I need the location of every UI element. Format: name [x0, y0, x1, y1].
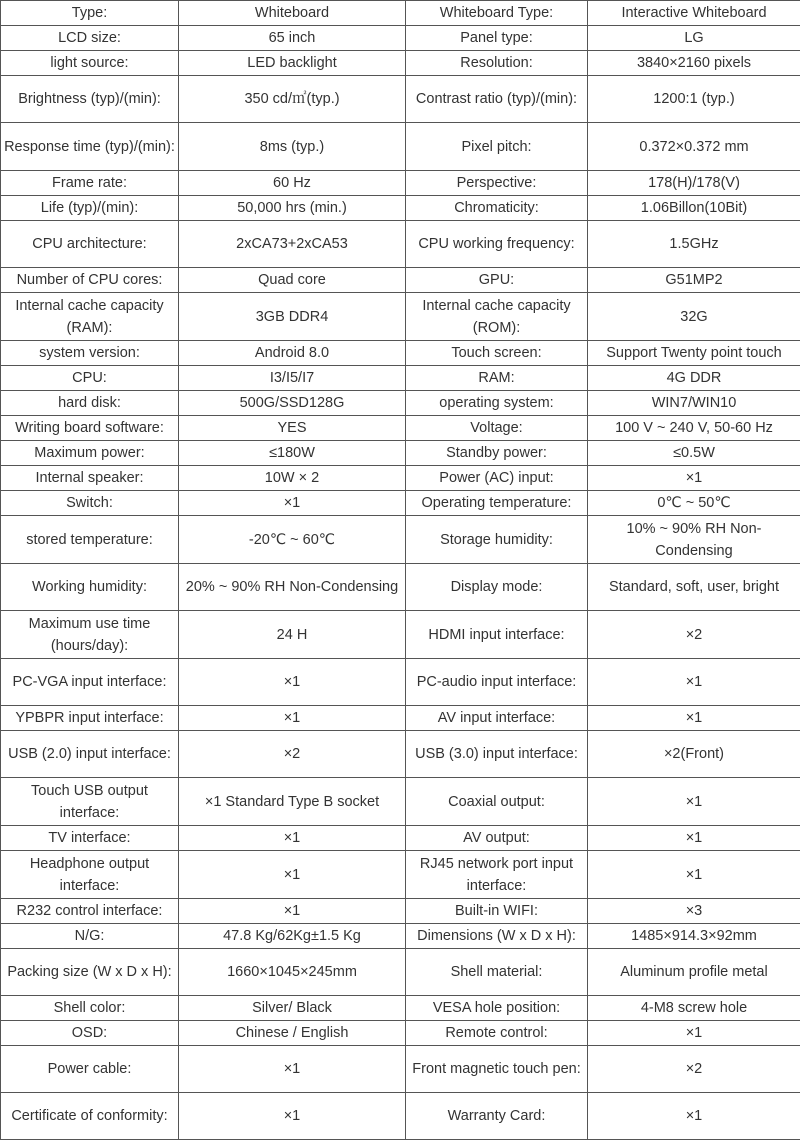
spec-label: Chromaticity: [406, 196, 588, 221]
spec-value: 0.372×0.372 mm [588, 123, 800, 171]
spec-label: Touch screen: [406, 341, 588, 366]
table-row [1, 26, 800, 51]
table-row [1, 196, 800, 221]
spec-value: 1485×914.3×92mm [588, 924, 800, 949]
spec-label: Dimensions (W x D x H): [406, 924, 588, 949]
spec-label: Pixel pitch: [406, 123, 588, 171]
table-row [1, 1, 800, 26]
spec-label: hard disk: [1, 391, 179, 416]
table-row [1, 366, 800, 391]
spec-label: Switch: [1, 491, 179, 516]
spec-value: 100 V ~ 240 V, 50-60 Hz [588, 416, 800, 441]
spec-label: stored temperature: [1, 516, 179, 564]
spec-value: Support Twenty point touch [588, 341, 800, 366]
spec-label: Power cable: [1, 1046, 179, 1093]
spec-value: ×1 [179, 899, 406, 924]
spec-label: Brightness (typ)/(min): [1, 76, 179, 123]
table-row [1, 1046, 800, 1093]
spec-label: AV output: [406, 826, 588, 851]
spec-label: Power (AC) input: [406, 466, 588, 491]
spec-label: Resolution: [406, 51, 588, 76]
spec-value: ×1 [179, 659, 406, 706]
spec-label: HDMI input interface: [406, 611, 588, 659]
spec-value: 1.5GHz [588, 221, 800, 268]
table-row [1, 416, 800, 441]
spec-label: AV input interface: [406, 706, 588, 731]
spec-label: Maximum use time (hours/day): [1, 611, 179, 659]
spec-label: CPU: [1, 366, 179, 391]
spec-label: Whiteboard Type: [406, 1, 588, 26]
spec-value: ×1 [179, 851, 406, 899]
table-row [1, 1093, 800, 1140]
spec-label: Internal cache capacity (ROM): [406, 293, 588, 341]
table-row [1, 341, 800, 366]
spec-label: Number of CPU cores: [1, 268, 179, 293]
spec-label: OSD: [1, 1021, 179, 1046]
table-row [1, 899, 800, 924]
table-row [1, 491, 800, 516]
table-row [1, 441, 800, 466]
spec-label: Writing board software: [1, 416, 179, 441]
spec-label: Shell color: [1, 996, 179, 1021]
spec-value: 4G DDR [588, 366, 800, 391]
spec-value: ×1 [179, 826, 406, 851]
spec-value: Standard, soft, user, bright [588, 564, 800, 611]
spec-value: ×1 [179, 1093, 406, 1140]
spec-label: Frame rate: [1, 171, 179, 196]
spec-label: USB (2.0) input interface: [1, 731, 179, 778]
table-row [1, 706, 800, 731]
spec-value: -20℃ ~ 60℃ [179, 516, 406, 564]
spec-label: Internal speaker: [1, 466, 179, 491]
spec-label: Contrast ratio (typ)/(min): [406, 76, 588, 123]
spec-label: light source: [1, 51, 179, 76]
table-row [1, 851, 800, 899]
spec-value: ×1 [588, 1093, 800, 1140]
spec-label: YPBPR input interface: [1, 706, 179, 731]
spec-value: Interactive Whiteboard [588, 1, 800, 26]
spec-label: Working humidity: [1, 564, 179, 611]
spec-label: Front magnetic touch pen: [406, 1046, 588, 1093]
table-row [1, 221, 800, 268]
spec-label: Display mode: [406, 564, 588, 611]
spec-label: Internal cache capacity (RAM): [1, 293, 179, 341]
spec-value: 350 cd/㎡(typ.) [179, 76, 406, 123]
spec-value: Chinese / English [179, 1021, 406, 1046]
spec-value: ≤0.5W [588, 441, 800, 466]
spec-value: Silver/ Black [179, 996, 406, 1021]
spec-value: 2xCA73+2xCA53 [179, 221, 406, 268]
spec-label: Packing size (W x D x H): [1, 949, 179, 996]
spec-value: 1.06Billon(10Bit) [588, 196, 800, 221]
spec-value: 32G [588, 293, 800, 341]
spec-value: Quad core [179, 268, 406, 293]
spec-value: 10% ~ 90% RH Non-Condensing [588, 516, 800, 564]
table-row [1, 1021, 800, 1046]
spec-value: I3/I5/I7 [179, 366, 406, 391]
spec-value: 178(H)/178(V) [588, 171, 800, 196]
spec-value: ×1 [588, 466, 800, 491]
table-row [1, 564, 800, 611]
spec-label: PC-VGA input interface: [1, 659, 179, 706]
spec-value: 1200:1 (typ.) [588, 76, 800, 123]
spec-value: LED backlight [179, 51, 406, 76]
spec-label: USB (3.0) input interface: [406, 731, 588, 778]
table-row [1, 268, 800, 293]
spec-value: 20% ~ 90% RH Non-Condensing [179, 564, 406, 611]
spec-label: TV interface: [1, 826, 179, 851]
spec-label: Headphone output interface: [1, 851, 179, 899]
spec-label: Maximum power: [1, 441, 179, 466]
spec-value: ×1 [588, 1021, 800, 1046]
spec-label: CPU architecture: [1, 221, 179, 268]
spec-value: ×1 [588, 851, 800, 899]
spec-value: ×2 [179, 731, 406, 778]
spec-value: ×1 [588, 778, 800, 826]
table-row [1, 659, 800, 706]
table-row [1, 516, 800, 564]
spec-value: 0℃ ~ 50℃ [588, 491, 800, 516]
spec-label: CPU working frequency: [406, 221, 588, 268]
spec-value: Whiteboard [179, 1, 406, 26]
spec-value: LG [588, 26, 800, 51]
spec-label: Certificate of conformity: [1, 1093, 179, 1140]
spec-value: ×2(Front) [588, 731, 800, 778]
spec-value: 24 H [179, 611, 406, 659]
table-row [1, 826, 800, 851]
spec-label: system version: [1, 341, 179, 366]
spec-value: 3840×2160 pixels [588, 51, 800, 76]
spec-label: RAM: [406, 366, 588, 391]
table-row [1, 293, 800, 341]
spec-value: WIN7/WIN10 [588, 391, 800, 416]
spec-value: ×1 [588, 659, 800, 706]
spec-label: Standby power: [406, 441, 588, 466]
spec-value: Android 8.0 [179, 341, 406, 366]
spec-value: 60 Hz [179, 171, 406, 196]
spec-value: 4-M8 screw hole [588, 996, 800, 1021]
spec-value: ×2 [588, 1046, 800, 1093]
spec-value: YES [179, 416, 406, 441]
spec-label: Warranty Card: [406, 1093, 588, 1140]
table-row [1, 123, 800, 171]
spec-value: ×1 [588, 826, 800, 851]
spec-label: GPU: [406, 268, 588, 293]
table-row [1, 924, 800, 949]
table-row [1, 51, 800, 76]
spec-value: ≤180W [179, 441, 406, 466]
spec-value: 47.8 Kg/62Kg±1.5 Kg [179, 924, 406, 949]
spec-value: ×2 [588, 611, 800, 659]
spec-label: Shell material: [406, 949, 588, 996]
spec-value: 65 inch [179, 26, 406, 51]
spec-value: ×1 [179, 491, 406, 516]
spec-label: Voltage: [406, 416, 588, 441]
spec-label: Life (typ)/(min): [1, 196, 179, 221]
spec-label: N/G: [1, 924, 179, 949]
table-row [1, 778, 800, 826]
spec-value: ×3 [588, 899, 800, 924]
spec-value: 3GB DDR4 [179, 293, 406, 341]
table-row [1, 391, 800, 416]
spec-value: G51MP2 [588, 268, 800, 293]
spec-label: Remote control: [406, 1021, 588, 1046]
spec-label: R232 control interface: [1, 899, 179, 924]
spec-label: Type: [1, 1, 179, 26]
spec-value: 500G/SSD128G [179, 391, 406, 416]
spec-label: Storage humidity: [406, 516, 588, 564]
spec-label: Touch USB output interface: [1, 778, 179, 826]
spec-label: VESA hole position: [406, 996, 588, 1021]
spec-value: 50,000 hrs (min.) [179, 196, 406, 221]
spec-label: Panel type: [406, 26, 588, 51]
spec-value: ×1 [588, 706, 800, 731]
spec-value: ×1 [179, 1046, 406, 1093]
table-row [1, 76, 800, 123]
spec-value: Aluminum profile metal [588, 949, 800, 996]
table-row [1, 996, 800, 1021]
spec-value: ×1 [179, 706, 406, 731]
table-row [1, 949, 800, 996]
table-row [1, 466, 800, 491]
table-row [1, 611, 800, 659]
spec-label: Perspective: [406, 171, 588, 196]
table-row [1, 171, 800, 196]
table-row [1, 731, 800, 778]
spec-label: PC-audio input interface: [406, 659, 588, 706]
spec-label: Built-in WIFI: [406, 899, 588, 924]
spec-value: ×1 Standard Type B socket [179, 778, 406, 826]
spec-label: Operating temperature: [406, 491, 588, 516]
spec-value: 1660×1045×245mm [179, 949, 406, 996]
spec-label: Coaxial output: [406, 778, 588, 826]
spec-table-body [1, 1, 800, 1140]
spec-label: RJ45 network port input interface: [406, 851, 588, 899]
spec-value: 8ms (typ.) [179, 123, 406, 171]
spec-label: Response time (typ)/(min): [1, 123, 179, 171]
spec-label: LCD size: [1, 26, 179, 51]
spec-label: operating system: [406, 391, 588, 416]
spec-value: 10W × 2 [179, 466, 406, 491]
